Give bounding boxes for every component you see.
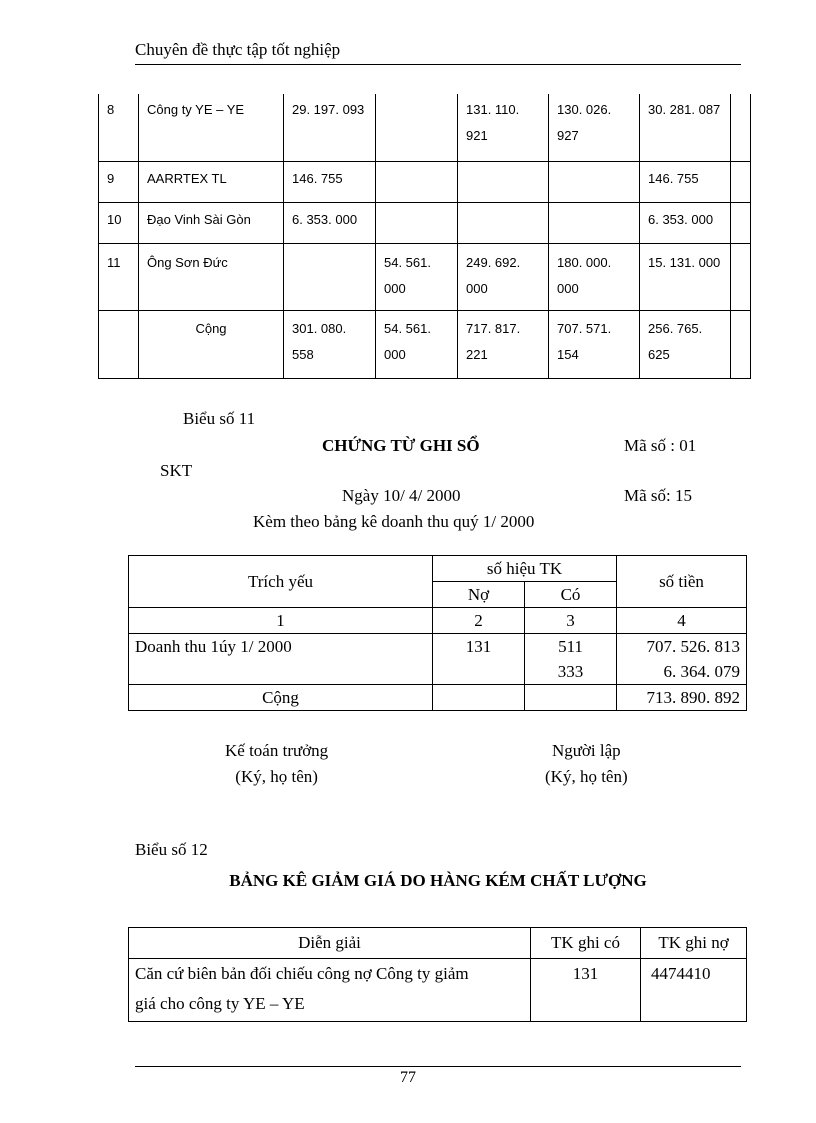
page-number: 77 (400, 1069, 416, 1086)
signature-sub: (Ký, họ tên) (235, 767, 318, 786)
header-tkno: TK ghi nợ (641, 928, 747, 959)
table-row (129, 634, 747, 685)
row-desc-line2: giá cho công ty YE – YE (135, 994, 305, 1013)
header-desc: Diễn giải (129, 928, 531, 959)
row-amount (617, 634, 747, 685)
row-co-1: 511 (558, 637, 583, 656)
row-value: 15. 131. 000 (640, 244, 731, 311)
table-row (99, 244, 751, 311)
row-value: 146. 755 (284, 162, 376, 203)
header-sotien: số tiền (617, 556, 747, 608)
footer-divider (135, 1066, 741, 1067)
table-row (99, 162, 751, 203)
row-empty (731, 311, 751, 379)
row-value: 6. 353. 000 (284, 203, 376, 244)
row-value (458, 203, 549, 244)
signature-title: Người lập (551, 741, 621, 760)
row-name: Ông Sơn Đức (139, 244, 284, 311)
row-desc (129, 959, 531, 1022)
row-stt: 10 (99, 203, 139, 244)
row-desc-line1: Căn cứ biên bản đối chiếu công nợ Công ty giảm (135, 964, 469, 983)
row-co (525, 634, 617, 685)
header-title: Chuyên đề thực tập tốt nghiệp (135, 40, 341, 59)
signature-title: Kế toán trưởng (225, 741, 329, 760)
row-stt: 8 (99, 94, 139, 162)
section-12-label: Biểu số 12 (135, 840, 208, 859)
row-value (376, 94, 458, 162)
row-co-2: 333 (557, 662, 584, 681)
table-row (99, 94, 751, 162)
row-value: 54. 561. 000 (376, 311, 458, 379)
row-value: 146. 755 (640, 162, 731, 203)
skt-label: SKT (160, 461, 193, 480)
row-stt: 9 (99, 162, 139, 203)
row-value (458, 162, 549, 203)
row-empty (731, 94, 751, 162)
section-11-title: CHỨNG TỪ GHI SỔ (322, 436, 480, 455)
row-no: 131 (433, 634, 525, 685)
total-amount: 713. 890. 892 (617, 685, 747, 711)
discount-table (128, 927, 747, 1022)
row-value: 54. 561. 000 (376, 244, 458, 311)
header-divider (135, 64, 741, 65)
table-row (129, 959, 747, 1022)
section-11-label: Biểu số 11 (183, 409, 256, 428)
row-empty (731, 162, 751, 203)
row-empty (731, 244, 751, 311)
row-amount-2: 6. 364. 079 (663, 662, 740, 681)
row-desc: Doanh thu 1úy 1/ 2000 (129, 634, 433, 685)
row-name: AARRTEX TL (139, 162, 284, 203)
row-stt: 11 (99, 244, 139, 311)
column-number-row (129, 608, 747, 634)
row-name: Công ty YE – YE (139, 94, 284, 162)
col-number: 1 (129, 608, 433, 634)
col-number: 2 (433, 608, 525, 634)
header-tkco: TK ghi có (531, 928, 641, 959)
table-row (99, 203, 751, 244)
row-empty (731, 203, 751, 244)
document-code-2: Mã số: 15 (624, 486, 692, 505)
table-header-row (129, 556, 747, 582)
row-stt (99, 311, 139, 379)
total-empty (433, 685, 525, 711)
col-number: 3 (525, 608, 617, 634)
table-total-row (129, 685, 747, 711)
document-date: Ngày 10/ 4/ 2000 (342, 486, 461, 505)
row-value (376, 203, 458, 244)
row-value (376, 162, 458, 203)
header-no: Nợ (433, 582, 525, 608)
row-value (284, 244, 376, 311)
voucher-table (128, 555, 747, 711)
row-value: 131. 110. 921 (458, 94, 549, 162)
row-value: 130. 026. 927 (549, 94, 640, 162)
signature-sub: (Ký, họ tên) (545, 767, 628, 786)
row-value: 256. 765. 625 (640, 311, 731, 379)
row-tkco: 131 (531, 959, 641, 1022)
row-value: 180. 000. 000 (549, 244, 640, 311)
row-amount-1: 707. 526. 813 (646, 637, 740, 656)
header-sohieu: số hiệu TK (433, 556, 617, 582)
header-trichyeu: Trích yếu (129, 556, 433, 608)
col-number: 4 (617, 608, 747, 634)
table-header-row (129, 928, 747, 959)
row-value: 6. 353. 000 (640, 203, 731, 244)
signature-preparer (545, 738, 628, 790)
row-tkno: 4474410 (641, 959, 747, 1022)
row-value (549, 203, 640, 244)
receivables-table (98, 94, 751, 379)
row-value (549, 162, 640, 203)
row-value: 29. 197. 093 (284, 94, 376, 162)
row-value: 30. 281. 087 (640, 94, 731, 162)
header-co: Có (525, 582, 617, 608)
row-value: 707. 571. 154 (549, 311, 640, 379)
total-empty (525, 685, 617, 711)
row-name: Đạo Vinh Sài Gòn (139, 203, 284, 244)
row-value: 301. 080. 558 (284, 311, 376, 379)
row-name: Cộng (139, 311, 284, 379)
total-label: Cộng (129, 685, 433, 711)
row-value: 249. 692. 000 (458, 244, 549, 311)
attachment-note: Kèm theo bảng kê doanh thu quý 1/ 2000 (253, 512, 535, 531)
row-value: 717. 817. 221 (458, 311, 549, 379)
section-12-title: BẢNG KÊ GIẢM GIÁ DO HÀNG KÉM CHẤT LƯỢNG (229, 871, 647, 890)
signature-chief-accountant (225, 738, 328, 790)
document-code-1: Mã số : 01 (624, 436, 697, 455)
table-total-row (99, 311, 751, 379)
